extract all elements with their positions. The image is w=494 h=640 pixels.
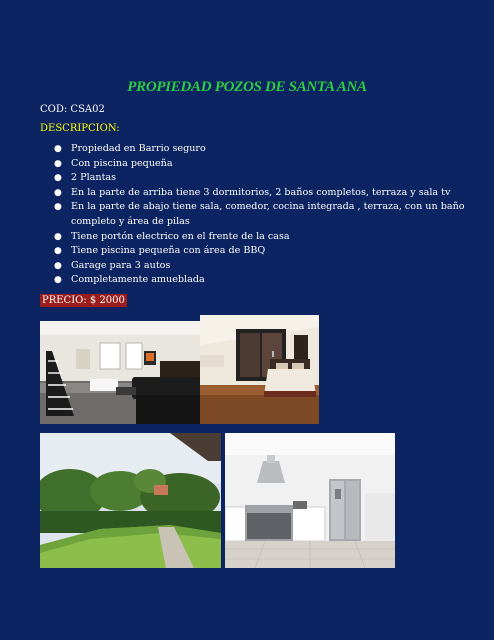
property-title: PROPIEDAD POZOS DE SANTA ANA xyxy=(127,79,367,95)
bedroom-photo xyxy=(200,315,319,424)
bullet-icon: ● xyxy=(54,173,62,184)
description-label: DESCRIPCION: xyxy=(40,123,120,134)
bullet-icon: ● xyxy=(54,158,62,169)
bullet-icon: ● xyxy=(54,275,62,286)
bullet-icon: ● xyxy=(54,144,62,154)
list-item: ● Tiene piscina pequeña con área de BBQ xyxy=(40,244,490,259)
list-item: ● Garage para 3 autos xyxy=(40,259,490,274)
garden-photo xyxy=(40,433,221,568)
list-item: ● 2 Plantas xyxy=(40,171,490,186)
price-label: PRECIO: $ 2000 xyxy=(42,295,125,306)
bullet-icon: ● xyxy=(54,231,62,242)
list-item: ● Con piscina pequeña xyxy=(40,157,490,172)
list-item: ● Tiene portón electrico en el frente de la casa xyxy=(40,230,490,245)
kitchen-photo xyxy=(225,433,395,568)
living-room-photo xyxy=(40,321,200,424)
property-code: COD: CSA02 xyxy=(40,104,105,115)
bullet-icon: ● xyxy=(54,246,62,257)
list-item: ● En la parte de abajo tiene sala, comedor, cocina integrada , terraza, con un baño completo y área de pilas xyxy=(54,201,465,227)
list-item: ● Propiedad en Barrio seguro xyxy=(40,142,490,157)
bullet-icon: ● xyxy=(54,187,62,198)
list-item: ● En la parte de arriba tiene 3 dormitorios, 2 baños completos, terraza y sala tv xyxy=(40,186,490,201)
features-list xyxy=(40,142,490,288)
bullet-icon: ● xyxy=(54,260,62,271)
list-item: ● Completamente amueblada xyxy=(40,273,490,288)
bullet-icon: ● xyxy=(54,202,62,213)
